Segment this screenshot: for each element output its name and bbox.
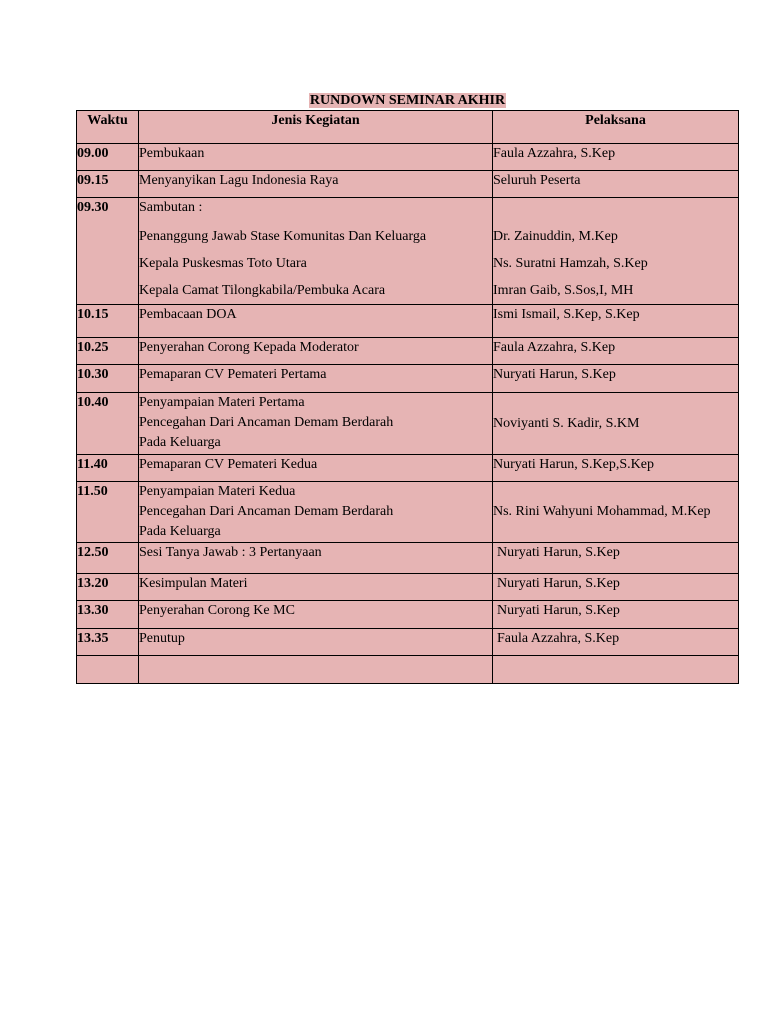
activity-cell: Kesimpulan Materi — [139, 574, 493, 601]
activity-cell: Penyerahan Corong Ke MC — [139, 601, 493, 629]
table-row — [77, 198, 739, 305]
time-cell: 13.20 — [77, 574, 139, 601]
activity-cell: Pemaparan CV Pemateri Kedua — [139, 455, 493, 482]
time-cell: 10.15 — [77, 305, 139, 338]
pelaksana-cell — [493, 198, 739, 305]
time-cell: 09.00 — [77, 144, 139, 171]
pelaksana-line: Imran Gaib, S.Sos,I, MH — [493, 283, 634, 298]
activity-cell: Penyerahan Corong Kepada Moderator — [139, 338, 493, 365]
activity-cell — [139, 198, 493, 305]
pelaksana-cell: Ns. Rini Wahyuni Mohammad, M.Kep — [493, 482, 739, 543]
pelaksana-cell: Nuryati Harun, S.Kep — [493, 601, 739, 629]
pelaksana-line: Dr. Zainuddin, M.Kep — [493, 229, 618, 244]
activity-line: Penyampaian Materi Kedua — [139, 484, 296, 499]
pelaksana-cell: Faula Azzahra, S.Kep — [493, 338, 739, 365]
pelaksana-cell: Nuryati Harun, S.Kep — [493, 543, 739, 574]
activity-cell — [139, 393, 493, 455]
activity-cell: Menyanyikan Lagu Indonesia Raya — [139, 171, 493, 198]
time-cell: 09.30 — [77, 198, 139, 305]
pelaksana-cell: Seluruh Peserta — [493, 171, 739, 198]
time-cell: 11.50 — [77, 482, 139, 543]
header-jenis-kegiatan: Jenis Kegiatan — [139, 111, 493, 144]
table-row — [77, 574, 739, 601]
time-cell: 09.15 — [77, 171, 139, 198]
table-row — [77, 144, 739, 171]
document-title — [0, 93, 768, 109]
pelaksana-line — [493, 198, 738, 223]
activity-cell: Pemaparan CV Pemateri Pertama — [139, 365, 493, 393]
time-cell: 10.40 — [77, 393, 139, 455]
time-cell — [77, 656, 139, 684]
activity-cell — [139, 482, 493, 543]
activity-line: Sambutan : — [139, 200, 203, 215]
table-header-row — [77, 111, 739, 144]
pelaksana-cell: Nuryati Harun, S.Kep — [493, 365, 739, 393]
table-row — [77, 365, 739, 393]
time-cell: 13.35 — [77, 629, 139, 656]
pelaksana-cell: Nuryati Harun, S.Kep — [493, 574, 739, 601]
activity-line: Penanggung Jawab Stase Komunitas Dan Keluarga — [139, 229, 427, 244]
pelaksana-line: Ns. Suratni Hamzah, S.Kep — [493, 256, 648, 271]
activity-cell: Penutup — [139, 629, 493, 656]
activity-line: Kepala Puskesmas Toto Utara — [139, 256, 307, 271]
activity-line: Penyampaian Materi Pertama — [139, 395, 305, 410]
activity-cell: Pembukaan — [139, 144, 493, 171]
rundown-table — [76, 110, 739, 684]
table-row — [77, 393, 739, 455]
table-row — [77, 171, 739, 198]
table-row — [77, 305, 739, 338]
activity-line: Pada Keluarga — [139, 435, 221, 450]
table-row — [77, 338, 739, 365]
header-waktu: Waktu — [77, 111, 139, 144]
time-cell: 12.50 — [77, 543, 139, 574]
pelaksana-cell: Nuryati Harun, S.Kep,S.Kep — [493, 455, 739, 482]
table-row — [77, 601, 739, 629]
pelaksana-cell — [493, 656, 739, 684]
activity-line: Pada Keluarga — [139, 524, 221, 539]
table-row-empty — [77, 656, 739, 684]
pelaksana-cell: Faula Azzahra, S.Kep — [493, 144, 739, 171]
time-cell: 13.30 — [77, 601, 139, 629]
time-cell: 10.25 — [77, 338, 139, 365]
activity-cell: Pembacaan DOA — [139, 305, 493, 338]
table-row — [77, 455, 739, 482]
activity-cell: Sesi Tanya Jawab : 3 Pertanyaan — [139, 543, 493, 574]
pelaksana-cell: Ismi Ismail, S.Kep, S.Kep — [493, 305, 739, 338]
table-row — [77, 543, 739, 574]
table-row — [77, 629, 739, 656]
title-text: RUNDOWN SEMINAR AKHIR — [309, 93, 506, 108]
header-pelaksana: Pelaksana — [493, 111, 739, 144]
pelaksana-cell: Noviyanti S. Kadir, S.KM — [493, 393, 739, 455]
activity-line: Kepala Camat Tilongkabila/Pembuka Acara — [139, 283, 386, 298]
table-row — [77, 482, 739, 543]
time-cell: 10.30 — [77, 365, 139, 393]
activity-line: Pencegahan Dari Ancaman Demam Berdarah — [139, 504, 394, 519]
activity-line: Pencegahan Dari Ancaman Demam Berdarah — [139, 415, 394, 430]
pelaksana-cell: Faula Azzahra, S.Kep — [493, 629, 739, 656]
time-cell: 11.40 — [77, 455, 139, 482]
activity-cell — [139, 656, 493, 684]
